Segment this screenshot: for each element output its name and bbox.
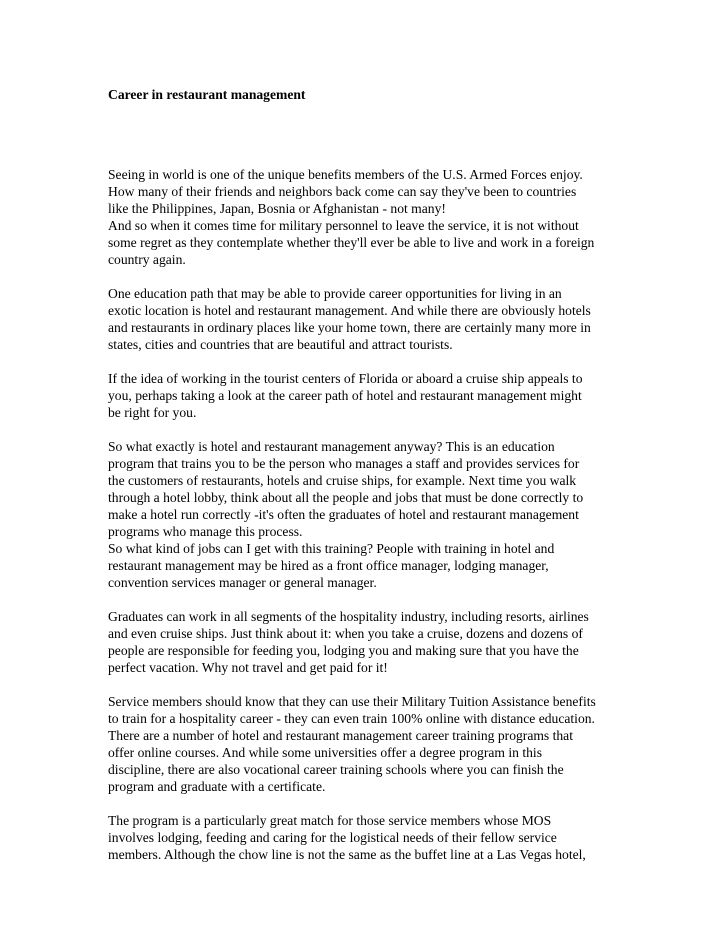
text-line: perfect vacation. Why not travel and get paid for it! <box>108 660 388 675</box>
text-line: If the idea of working in the tourist centers of Florida or aboard a cruise ship appeals to <box>108 371 583 386</box>
text-line: be right for you. <box>108 405 197 420</box>
text-line: convention services manager or general manager. <box>108 575 377 590</box>
text-line: exotic location is hotel and restaurant management. And while there are obviously hotels <box>108 303 591 318</box>
paragraph-5 <box>108 438 638 540</box>
text-line: some regret as they contemplate whether they'll ever be able to live and work in a foreign <box>108 235 595 250</box>
text-line: Graduates can work in all segments of the hospitality industry, including resorts, airlines <box>108 609 589 624</box>
paragraph-8 <box>108 693 638 795</box>
paragraph-6 <box>108 540 638 591</box>
text-line: So what exactly is hotel and restaurant management anyway? This is an education <box>108 439 555 454</box>
text-line: program that trains you to be the person who manages a staff and provides services for <box>108 456 580 471</box>
text-line: to train for a hospitality career - they can even train 100% online with distance education. <box>108 711 595 726</box>
document-body <box>108 166 638 863</box>
text-line: offer online courses. And while some universities offer a degree program in this <box>108 745 543 760</box>
text-line: There are a number of hotel and restaurant management career training programs that <box>108 728 573 743</box>
text-line: discipline, there are also vocational career training schools where you can finish the <box>108 762 564 777</box>
text-line: Seeing in world is one of the unique benefits members of the U.S. Armed Forces enjoy. <box>108 167 583 182</box>
text-line: through a hotel lobby, think about all the people and jobs that must be done correctly to <box>108 490 584 505</box>
text-line: restaurant management may be hired as a front office manager, lodging manager, <box>108 558 549 573</box>
text-line: make a hotel run correctly -it's often the graduates of hotel and restaurant management <box>108 507 579 522</box>
paragraph-3 <box>108 285 638 353</box>
paragraph-7 <box>108 608 638 676</box>
text-line: country again. <box>108 252 186 267</box>
text-line: the customers of restaurants, hotels and cruise ships, for example. Next time you walk <box>108 473 577 488</box>
paragraph-4 <box>108 370 638 421</box>
text-line: and even cruise ships. Just think about it: when you take a cruise, dozens and dozens of <box>108 626 583 641</box>
paragraph-9 <box>108 812 638 863</box>
text-line: people are responsible for feeding you, lodging you and making sure that you have the <box>108 643 579 658</box>
paragraph-1 <box>108 166 638 217</box>
text-line: programs who manage this process. <box>108 524 303 539</box>
text-line: Service members should know that they can use their Military Tuition Assistance benefits <box>108 694 596 709</box>
document-title: Career in restaurant management <box>108 87 306 102</box>
text-line: One education path that may be able to provide career opportunities for living in an <box>108 286 562 301</box>
paragraph-2 <box>108 217 638 268</box>
text-line: program and graduate with a certificate. <box>108 779 326 794</box>
text-line: and restaurants in ordinary places like your home town, there are certainly many more in <box>108 320 591 335</box>
text-line: you, perhaps taking a look at the career path of hotel and restaurant management might <box>108 388 582 403</box>
text-line: like the Philippines, Japan, Bosnia or Afghanistan - not many! <box>108 201 446 216</box>
text-line: members. Although the chow line is not the same as the buffet line at a Las Vegas hotel, <box>108 847 586 862</box>
text-line: states, cities and countries that are beautiful and attract tourists. <box>108 337 453 352</box>
text-line: The program is a particularly great match for those service members whose MOS <box>108 813 552 828</box>
text-line: involves lodging, feeding and caring for the logistical needs of their fellow service <box>108 830 557 845</box>
text-line: So what kind of jobs can I get with this training? People with training in hotel and <box>108 541 555 556</box>
text-line: And so when it comes time for military personnel to leave the service, it is not without <box>108 218 579 233</box>
text-line: How many of their friends and neighbors back come can say they've been to countries <box>108 184 577 199</box>
